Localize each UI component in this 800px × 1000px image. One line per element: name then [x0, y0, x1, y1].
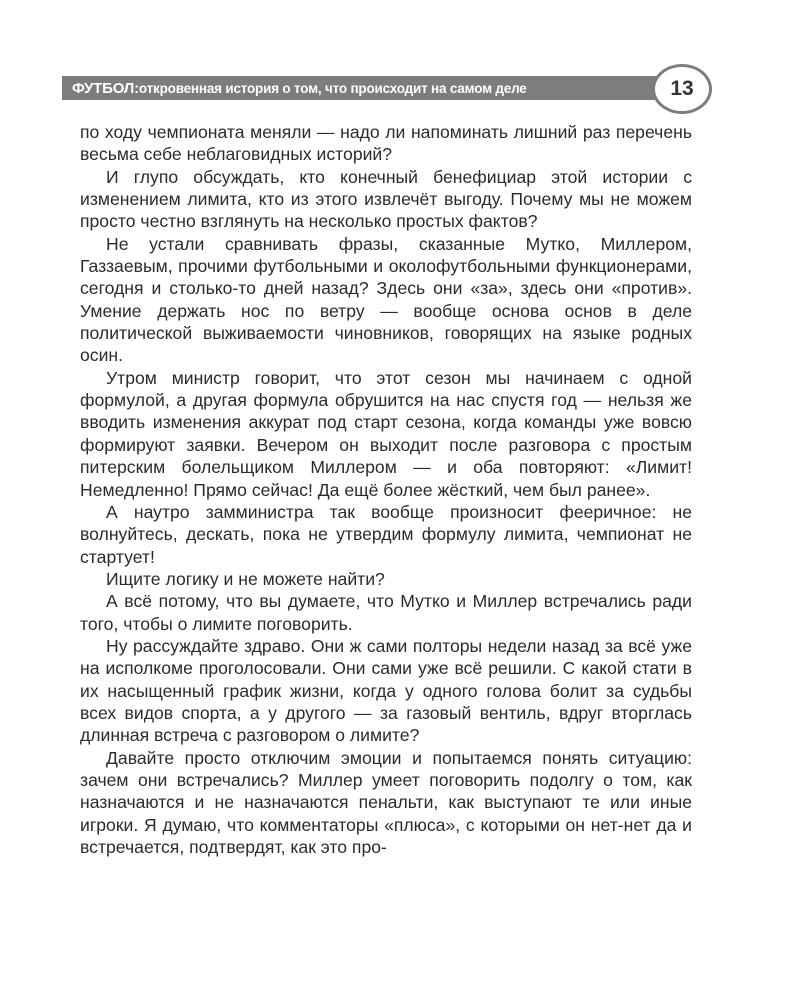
paragraph: по ходу чемпионата меняли — надо ли напоминать лишний раз перечень весьма себе неблаговидных историй?: [80, 122, 692, 165]
paragraph: Не устали сравнивать фразы, сказанные Мутко, Миллером, Газзаевым, прочими футбольными и околофутбольными функционерами, сегодня и столько-то дней назад? Здесь они «за», здесь они «против». Умение держать нос по ветру — вообще основа основ в деле политической выживаемости чиновников, говорящих на языке родных осин.: [80, 233, 692, 366]
header-book-title: ФУТБОЛ:: [72, 79, 139, 97]
paragraph: Ну рассуждайте здраво. Они ж сами полторы недели назад за всё уже на исполкоме проголосовали. Они сами уже всё решили. С какой стати в их насыщенный график жизни, когда у одного голова болит за судьбы всех видов спорта, а у другого — за газовый вентиль, вдруг вторглась длинная встреча с разговором о лимите?: [80, 635, 692, 746]
paragraph: Давайте просто отключим эмоции и попытаемся понять ситуацию: зачем они встречались? Миллер умеет поговорить подолгу о том, как назначаются и не назначаются пенальти, как выступают те или иные игроки. Я думаю, что комментаторы «плюса», с которыми он нет-нет да и встречается, подтвердят, как это про-: [80, 747, 692, 857]
paragraph: Ищите логику и не можете найти?: [106, 568, 385, 589]
page-number: 13: [670, 77, 694, 100]
paragraph: А наутро замминистра так вообще произносит фееричное: не волнуйтесь, дескать, пока не утвердим формулу лимита, чемпионат не стартует!: [80, 501, 692, 567]
paragraph: И глупо обсуждать, кто конечный бенефициар этой истории с изменением лимита, кто из этого извлечёт выгоду. Почему мы не можем просто честно взглянуть на несколько простых фактов?: [80, 166, 692, 232]
running-header: [62, 76, 682, 100]
page-number-badge: [652, 64, 712, 114]
paragraph: Утром министр говорит, что этот сезон мы начинаем с одной формулой, а другая формула обрушится на нас спустя год — нельзя же вводить изменения аккурат под старт сезона, когда команды уже вовсю формируют заявки. Вечером он выходит после разговора с простым питерским болельщиком Миллером — и оба повторяют: «Лимит! Немедленно! Прямо сейчас! Да ещё более жёсткий, чем был ранее».: [80, 367, 692, 500]
paragraph: А всё потому, что вы думаете, что Мутко и Миллер встречались ради того, чтобы о лимите поговорить.: [80, 591, 692, 634]
body-text: [80, 121, 692, 858]
header-book-subtitle: откровенная история о том, что происходит на самом деле: [138, 80, 527, 96]
